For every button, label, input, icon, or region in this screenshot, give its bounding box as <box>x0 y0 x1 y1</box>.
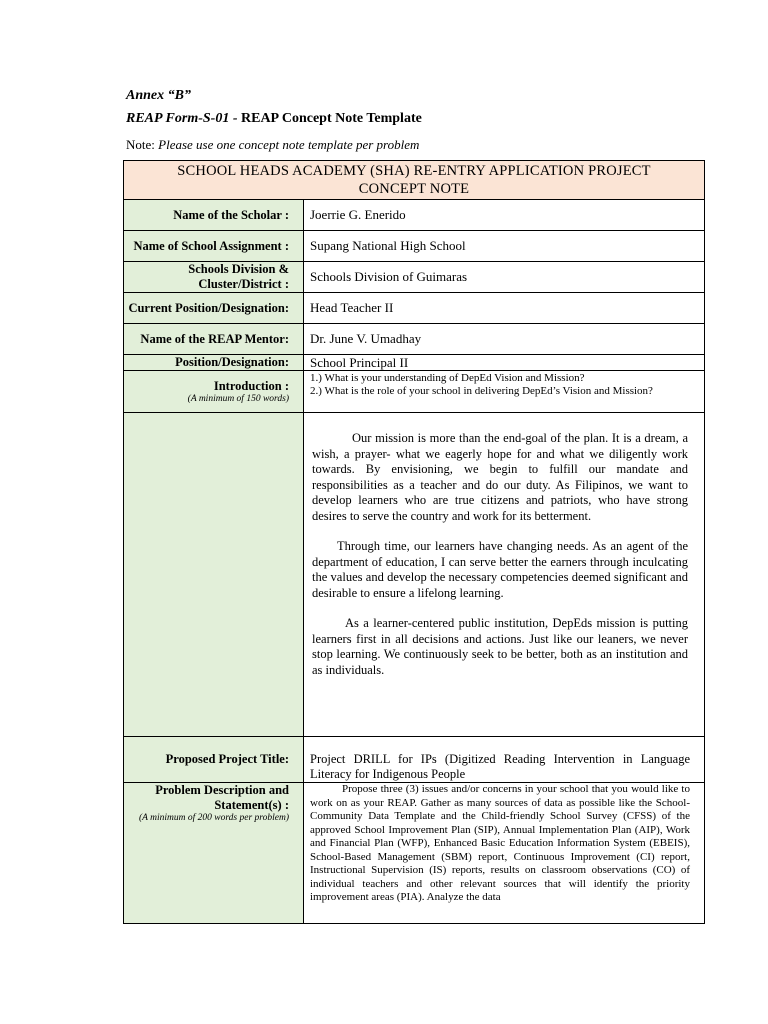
mentor-position-label: Position/Designation: <box>124 355 304 371</box>
introduction-answer-cell <box>304 413 705 737</box>
form-title: REAP Concept Note Template <box>237 111 422 126</box>
note-label: Note: <box>126 137 155 152</box>
annex-heading: Annex “B” <box>126 88 191 103</box>
problem-label: Problem Description and Statement(s) : <box>155 783 289 812</box>
problem-cell <box>304 783 705 924</box>
question-1: 1.) What is your understanding of DepEd Vision and Mission? <box>310 372 585 384</box>
introduction-questions <box>304 371 704 399</box>
answer-paragraph-2: Through time, our learners have changing needs. As an agent of the department of education, I can serve better the earners through inculcating the values and develop the necessary competencies deemed significant and desirable to ensure a lifelong learning. <box>312 539 688 600</box>
introduction-answer <box>304 413 704 678</box>
project-title-row <box>124 737 705 783</box>
scholar-row <box>124 200 705 231</box>
introduction-answer-blank <box>124 413 304 737</box>
introduction-label: Introduction : <box>213 378 289 393</box>
division-label: Schools Division & Cluster/District : <box>124 262 304 293</box>
mentor-value: Dr. June V. Umadhay <box>304 324 705 355</box>
introduction-label-cell <box>124 371 304 413</box>
mentor-label: Name of the REAP Mentor: <box>124 324 304 355</box>
question-2: 2.) What is the role of your school in delivering DepEd’s Vision and Mission? <box>310 385 653 397</box>
banner-text: SCHOOL HEADS ACADEMY (SHA) RE-ENTRY APPLICATION PROJECT CONCEPT NOTE <box>177 163 651 197</box>
introduction-answer-row <box>124 413 705 737</box>
introduction-sub: (A minimum of 150 words) <box>187 393 289 404</box>
project-title-cell <box>304 737 705 783</box>
scholar-label: Name of the Scholar : <box>124 200 304 231</box>
mentor-position-row <box>124 355 705 371</box>
position-label: Current Position/Designation: <box>124 293 304 324</box>
project-title-label: Proposed Project Title: <box>124 737 304 783</box>
school-row <box>124 231 705 262</box>
scholar-value: Joerrie G. Enerido <box>304 200 705 231</box>
problem-label-cell <box>124 783 304 924</box>
introduction-questions-cell <box>304 371 705 413</box>
mentor-row <box>124 324 705 355</box>
table-banner <box>124 161 705 200</box>
concept-note-table <box>123 160 705 924</box>
school-label: Name of School Assignment : <box>124 231 304 262</box>
position-value: Head Teacher II <box>304 293 705 324</box>
answer-paragraph-3: As a learner-centered public institution, DepEds mission is putting learners first in all decisions and actions. Just like our leaners, we never stop learning. We continuously seek to be better, both as an institution and as individuals. <box>312 616 688 677</box>
position-row <box>124 293 705 324</box>
school-value: Supang National High School <box>304 231 705 262</box>
note-text: Please use one concept note template per problem <box>154 137 420 152</box>
form-title-line <box>126 111 422 127</box>
problem-sub: (A minimum of 200 words per problem) <box>138 813 289 823</box>
banner-row <box>124 161 705 200</box>
mentor-position-value: School Principal II <box>304 355 705 371</box>
project-title-value: Project DRILL for IPs (Digitized Reading Intervention in Language Literacy for Indigenous People <box>310 752 690 781</box>
problem-value: Propose three (3) issues and/or concerns in your school that you would like to work on as your REAP. Gather as many sources of data as possible like the School-Community Data Template and the Child-friendly School Survey (CFSS) of the approved School Improvement Plan (SIP), Annual Implementation Plan (AIP), Work and Financial Plan (WFP), Enhanced Basic Education Information System (EBEIS), School-Based Management (SBM) report, Continuous Improvement (CI) report, Instructional Supervision (IS) reports, results on classroom observations (CO) of individual teachers and other relevant sources that will identify the priority improvement areas (PIA). Analyze the data <box>310 783 690 903</box>
division-value: Schools Division of Guimaras <box>304 262 705 293</box>
note-line <box>126 137 419 153</box>
answer-paragraph-1: Our mission is more than the end-goal of the plan. It is a dream, a wish, a prayer- what we eagerly hope for and what we diligently work towards. By envisioning, we begin to fulfill our mandate and responsibilities as a teacher and do our duty. As Filipinos, we want to develop learners who are true citizens and patriots, who have strong desires to serve the country and work for its betterment. <box>312 431 688 523</box>
division-row <box>124 262 705 293</box>
introduction-row <box>124 371 705 413</box>
problem-row <box>124 783 705 924</box>
form-code: REAP Form-S-01 - <box>126 111 238 126</box>
